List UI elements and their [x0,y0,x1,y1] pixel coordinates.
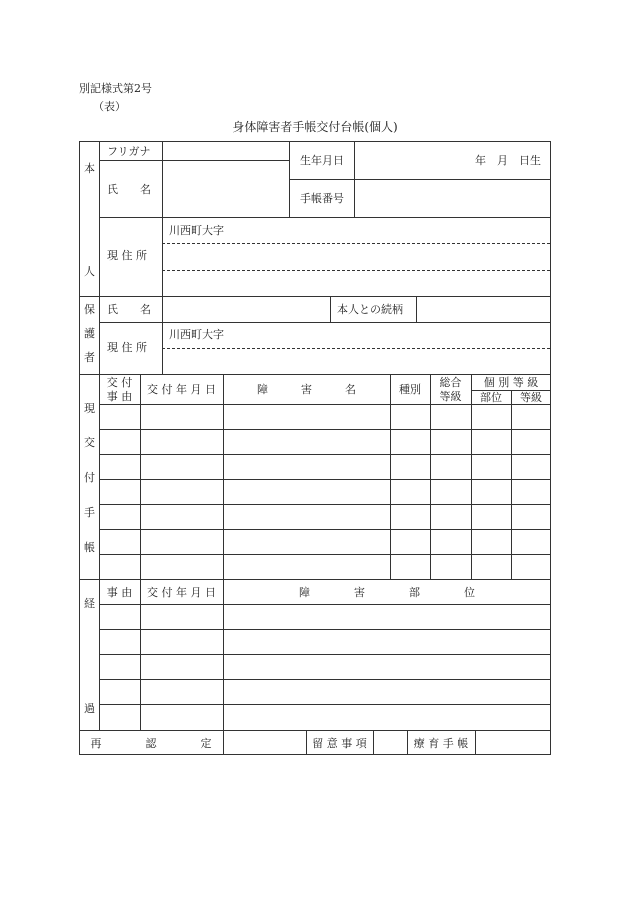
form-number: 別記様式第2号 [79,82,152,95]
ryoiku-booklet-label: 療 育 手 帳 [413,737,469,750]
col-part: 部位 [480,391,502,404]
current-section-char: 現 [84,402,95,415]
col-reason-line1: 交 付 [106,376,133,389]
col-reason-line2: 事 由 [106,390,133,403]
furigana-label: フリガナ [107,145,151,158]
col-grade: 等級 [520,391,542,404]
current-section-char: 付 [84,471,95,484]
principal-section-char: 本 [84,162,95,175]
principal-section-char: 人 [84,265,95,278]
ledger-form [79,141,551,755]
birthdate-label: 生年月日 [300,154,344,167]
col-individual-grade: 個 別 等 級 [483,376,539,389]
col-total-line2: 等級 [439,390,462,403]
guardian-address-label: 現 住 所 [107,341,147,354]
history-section-char: 経 [84,597,95,610]
col-type: 種別 [399,383,421,396]
col-issue-date: 交 付 年 月 日 [147,383,216,396]
current-section-char: 帳 [84,541,95,554]
recertification-label: 再 認 定 [90,737,212,750]
form-title: 身体障害者手帳交付台帳(個人) [232,120,398,134]
current-section-char: 手 [84,506,95,519]
guardian-section-char: 者 [84,351,95,364]
principal-address-label: 現 住 所 [107,249,147,262]
current-section-char: 交 [84,436,95,449]
relation-label: 本人との続柄 [337,303,403,316]
form-side-label: （表） [93,100,126,113]
notes-label: 留 意 事 項 [312,737,367,750]
guardian-section-char: 護 [84,327,95,340]
guardian-address-prefix: 川西町大字 [169,328,224,341]
col-disability-name: 障 害 名 [257,383,356,396]
history-col-date: 交 付 年 月 日 [147,586,216,599]
principal-name-label: 氏 名 [107,183,151,196]
principal-address-prefix: 川西町大字 [169,224,224,237]
booklet-number-label: 手帳番号 [300,192,344,205]
birthdate-format: 年 月 日生 [475,154,541,167]
guardian-name-label: 氏 名 [107,303,151,316]
guardian-section-char: 保 [84,303,95,316]
history-col-reason: 事 由 [106,586,133,599]
form-grid [79,141,551,755]
history-section-char: 過 [84,702,95,715]
history-col-part: 障 害 部 位 [299,586,475,599]
col-total-line1: 総合 [439,376,462,389]
